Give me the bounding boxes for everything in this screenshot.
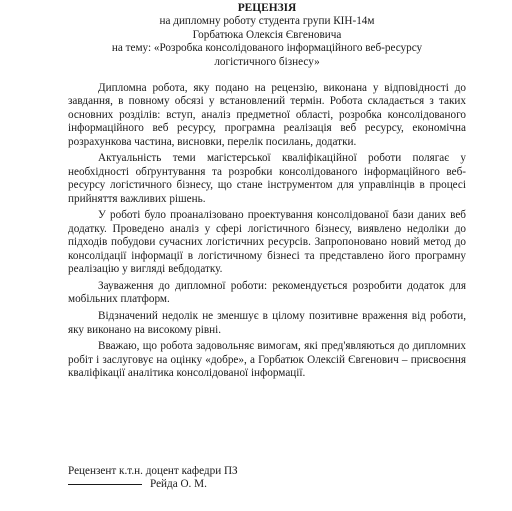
paragraph-analysis: У роботі було проаналізовано проектування консолідованої бази даних веб додатку. Проведено аналіз у сфері логістичного бізнесу, виявлено недоліки до підходів побудови сучасних логістичних ресурсів. Запропоновано новий метод до консолідації інформації в логістичному бізнесі та представлено його програмну реалізацію у вигляді вебдодатку. [68,209,466,276]
reviewer-name: Рейда О. М. [150,478,207,491]
document-title: РЕЦЕНЗІЯ [237,2,297,14]
signature-blank [68,484,142,485]
header-line-topic: на тему: «Розробка консолідованого інформаційного веб-ресурсу [111,42,423,55]
paragraph-remarks: Зауваження до дипломної роботи: рекомендується розробити додаток для мобільних платформ. [68,279,466,306]
signature-block [68,465,238,492]
paragraph-intro: Дипломна робота, яку подано на рецензію, виконана у відповідності до завдання, в повному обсязі у встановлений термін. Робота складається з таких основних розділів: вступ, аналіз предметної області, розробка консолідованого інформаційного веб ресурсу, програмна реалізація веб ресурсу, економічна розрахункова частина, висновки, перелік посилань, додатки. [68,82,466,148]
signature-line [68,478,238,491]
header-line-student: Горбатюка Олексія Євгеновича [192,28,342,41]
paragraph-assessment: Відзначений недолік не зменшує в цілому позитивне враження від роботи, яку виконано на високому рівні. [68,310,466,336]
header-line-topic-cont: логістичного бізнесу» [214,55,320,68]
header-line-assignment: на дипломну роботу студента групи КІН-14м [159,15,375,28]
paragraph-relevance: Актуальність теми магістерської кваліфікаційної роботи полягає у необхідності обґрунтування та розробки консолідованого інформаційного веб-ресурсу логістичного бізнесу, що стане інструментом для управлінців в процесі прийняття важливих рішень. [68,152,466,205]
paragraph-conclusion: Вважаю, що робота задовольняє вимогам, які пред'являються до дипломних робіт і заслуговує на оцінку «добре», а Горбатюк Олексій Євгенович – присвоєння кваліфікації аналітика консолідованої інформації. [68,340,466,380]
document-body [68,82,466,380]
document-header [68,0,466,69]
reviewer-title: Рецензент к.т.н. доцент кафедри ПЗ [68,465,238,477]
